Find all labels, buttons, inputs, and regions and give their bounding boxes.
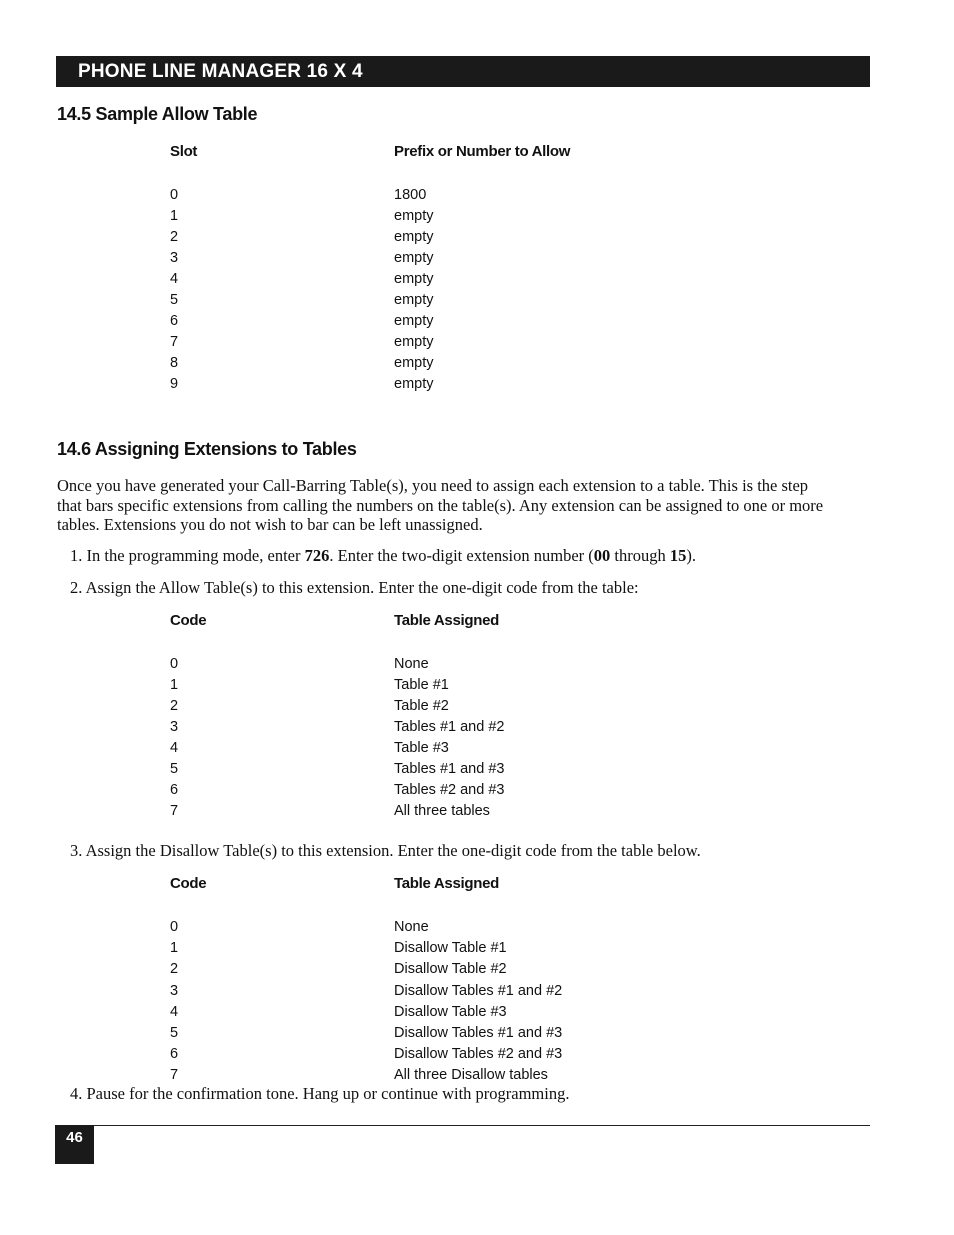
code-cell: 5 [170, 1025, 179, 1041]
col-head-code: Code [170, 875, 207, 892]
value-cell: Disallow Table #2 [394, 961, 507, 977]
table-row [170, 1002, 770, 1023]
value-cell: Table #3 [394, 740, 449, 756]
code-cell: 3 [170, 983, 179, 999]
table-row [170, 654, 770, 675]
table-row [170, 290, 770, 311]
value-cell: Table #2 [394, 698, 449, 714]
value-cell: None [394, 656, 429, 672]
value-cell: Disallow Tables #1 and #3 [394, 1025, 563, 1041]
table-row [170, 759, 770, 780]
code-cell: 6 [170, 1046, 179, 1062]
table-row [170, 696, 770, 717]
code-cell: 7 [170, 1067, 179, 1083]
col-head-prefix: Prefix or Number to Allow [394, 143, 571, 160]
code-cell: 5 [170, 761, 179, 777]
slot-cell: 5 [170, 292, 179, 308]
code-cell: 7 [170, 803, 179, 819]
step-1-text: 1. In the programming mode, enter [70, 546, 305, 565]
value-cell: Tables #2 and #3 [394, 782, 505, 798]
value-cell: empty [394, 313, 434, 329]
section-title-allow: 14.5 Sample Allow Table [57, 104, 258, 124]
table-row [170, 1065, 770, 1086]
value-cell: Disallow Table #1 [394, 940, 507, 956]
header-title: PHONE LINE MANAGER 16 X 4 [78, 61, 363, 82]
value-cell: empty [394, 334, 434, 350]
section-title-assign: 14.6 Assigning Extensions to Tables [57, 439, 357, 459]
col-head-table-assigned: Table Assigned [394, 875, 499, 892]
table-row [170, 675, 770, 696]
col-head-slot: Slot [170, 143, 198, 160]
code-cell: 0 [170, 656, 179, 672]
table-row [170, 801, 770, 822]
table-row [170, 717, 770, 738]
table-row [170, 269, 770, 290]
table-row [170, 206, 770, 227]
table-row [170, 332, 770, 353]
value-cell: empty [394, 229, 434, 245]
table-row [170, 353, 770, 374]
code-cell: 4 [170, 1004, 179, 1020]
step-1-middle: . Enter the two-digit extension number ( [329, 546, 594, 565]
slot-cell: 1 [170, 208, 179, 224]
table-row [170, 227, 770, 248]
code-cell: 3 [170, 719, 179, 735]
table-row [170, 738, 770, 759]
slot-cell: 2 [170, 229, 179, 245]
table-row [170, 981, 770, 1002]
table-row [170, 780, 770, 801]
slot-cell: 9 [170, 376, 179, 392]
step-1 [70, 546, 840, 566]
value-cell: empty [394, 250, 434, 266]
value-cell: empty [394, 208, 434, 224]
value-cell: empty [394, 292, 434, 308]
value-cell: Disallow Table #3 [394, 1004, 507, 1020]
table-row [170, 1023, 770, 1044]
col-head-code: Code [170, 612, 207, 629]
page-header [56, 56, 870, 87]
slot-cell: 3 [170, 250, 179, 266]
code-cell: 4 [170, 740, 179, 756]
table-row [170, 374, 770, 395]
table-row [170, 938, 770, 959]
code-cell: 1 [170, 940, 179, 956]
value-cell: 1800 [394, 187, 427, 203]
slot-cell: 6 [170, 313, 179, 329]
step-1-suffix: ). [686, 546, 696, 565]
step-4: 4. Pause for the confirmation tone. Hang up or continue with programming. [70, 1084, 570, 1103]
page-number: 46 [55, 1125, 94, 1164]
slot-cell: 4 [170, 271, 179, 287]
table-row [170, 1044, 770, 1065]
step-1-through: through [610, 546, 670, 565]
code-cell: 0 [170, 919, 179, 935]
step-1-to: 15 [669, 546, 687, 565]
value-cell: Disallow Tables #2 and #3 [394, 1046, 563, 1062]
value-cell: All three tables [394, 803, 490, 819]
code-cell: 2 [170, 961, 179, 977]
code-cell: 6 [170, 782, 179, 798]
value-cell: Tables #1 and #3 [394, 761, 505, 777]
value-cell: Table #1 [394, 677, 449, 693]
code-cell: 1 [170, 677, 179, 693]
col-head-table-assigned: Table Assigned [394, 612, 499, 629]
value-cell: empty [394, 376, 434, 392]
value-cell: Tables #1 and #2 [394, 719, 505, 735]
table-row [170, 185, 770, 206]
value-cell: empty [394, 271, 434, 287]
code-cell: 2 [170, 698, 179, 714]
footer-rule [56, 1125, 870, 1126]
slot-cell: 8 [170, 355, 179, 371]
value-cell: None [394, 919, 429, 935]
table-row [170, 917, 770, 938]
step-3: 3. Assign the Disallow Table(s) to this extension. Enter the one-digit code from the table below. [70, 841, 701, 860]
intro-paragraph: Once you have generated your Call-Barring Table(s), you need to assign each extension to a table. This is the step that bars specific extensions from calling the numbers on the table(s). Any extension can be assigned to one or more tables. Extensions you do not wish to bar can be left unassigned. [57, 476, 824, 534]
slot-cell: 7 [170, 334, 179, 350]
table-row [170, 311, 770, 332]
value-cell: All three Disallow tables [394, 1067, 548, 1083]
table-row [170, 248, 770, 269]
value-cell: empty [394, 355, 434, 371]
step-2: 2. Assign the Allow Table(s) to this extension. Enter the one-digit code from the table: [70, 578, 639, 597]
step-1-code: 726 [304, 546, 330, 565]
step-1-from: 00 [593, 546, 611, 565]
table-row [170, 959, 770, 980]
value-cell: Disallow Tables #1 and #2 [394, 983, 563, 999]
slot-cell: 0 [170, 187, 179, 203]
